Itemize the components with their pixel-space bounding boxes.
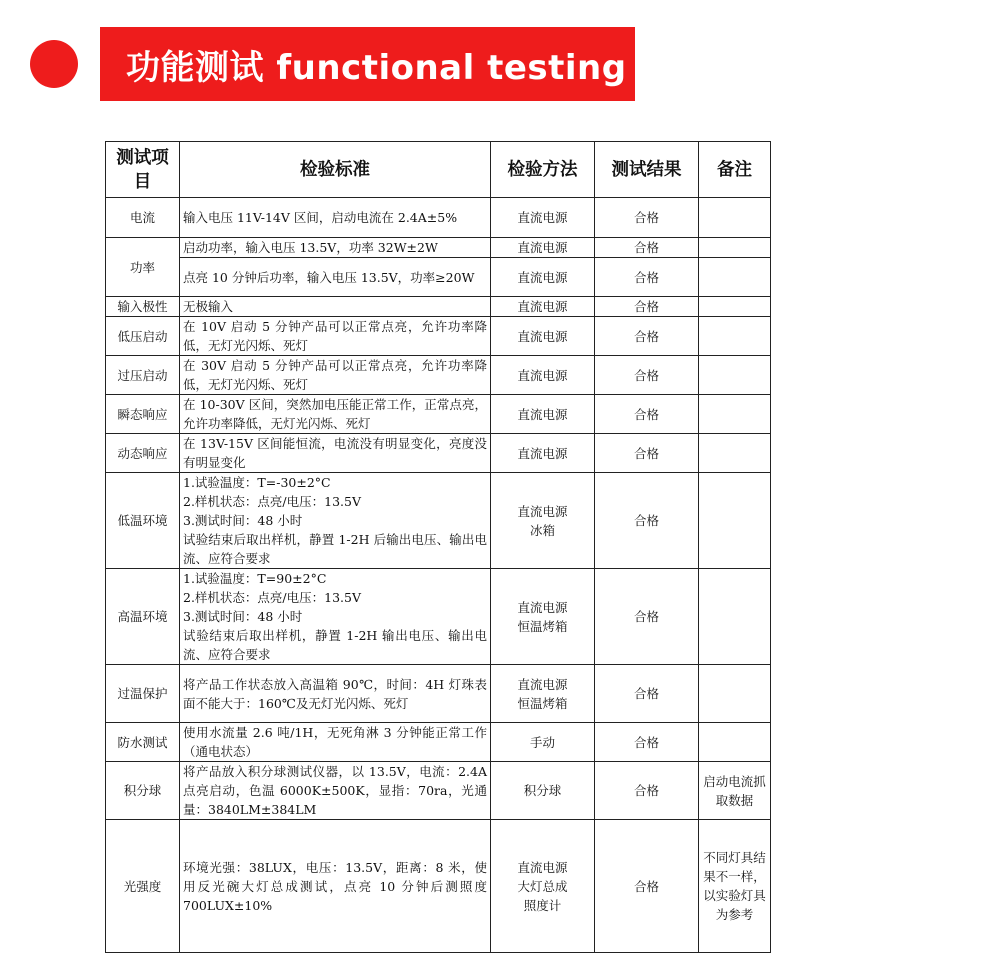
table-header-row (106, 142, 771, 198)
test-item-cell: 光强度 (106, 820, 180, 953)
method-line: 直流电源 (517, 599, 568, 615)
method-cell: 直流电源 (491, 395, 595, 434)
method-line: 直流电源 (517, 676, 568, 692)
note-cell (699, 395, 771, 434)
method-cell: 积分球 (491, 762, 595, 820)
header-method (491, 142, 595, 198)
table-row (106, 665, 771, 723)
standard-cell: 使用水流量 2.6 吨/1H，无死角淋 3 分钟能正常工作（通电状态） (180, 723, 491, 762)
method-cell: 直流电源 (491, 434, 595, 473)
standard-cell: 在 13V-15V 区间能恒流，电流没有明显变化，亮度没有明显变化 (180, 434, 491, 473)
header-note (699, 142, 771, 198)
note-cell (699, 569, 771, 665)
test-item-cell: 瞬态响应 (106, 395, 180, 434)
test-item-cell: 过温保护 (106, 665, 180, 723)
method-cell: 直流电源 (491, 238, 595, 258)
standard-cell: 将产品工作状态放入高温箱 90℃，时间：4H 灯珠表面不能大于：160℃及无灯光闪烁、死灯 (180, 665, 491, 723)
table-row (106, 356, 771, 395)
standard-line: 1.试验温度：T=90±2°C (183, 571, 327, 586)
table-row (106, 762, 771, 820)
standard-line: 1.试验温度：T=-30±2°C (183, 475, 331, 490)
method-cell (491, 665, 595, 723)
note-cell (699, 198, 771, 238)
note-cell (699, 317, 771, 356)
red-bullet-dot (30, 40, 78, 88)
standard-cell: 无极输入 (180, 297, 491, 317)
result-cell: 合格 (595, 297, 699, 317)
note-cell (699, 473, 771, 569)
result-cell: 合格 (595, 665, 699, 723)
standard-line: 3.测试时间：48 小时 (183, 609, 303, 624)
table-row (106, 434, 771, 473)
table-row (106, 820, 771, 953)
standard-cell: 点亮 10 分钟后功率，输入电压 13.5V，功率≥20W (180, 258, 491, 297)
header-result (595, 142, 699, 198)
method-line: 大灯总成 (517, 878, 568, 894)
note-cell (699, 434, 771, 473)
test-item-cell: 防水测试 (106, 723, 180, 762)
table-row (106, 395, 771, 434)
note-cell (699, 723, 771, 762)
method-line: 照度计 (523, 897, 562, 913)
header-note-label: 备注 (717, 159, 752, 180)
note-cell: 不同灯具结果不一样，以实验灯具为参考 (699, 820, 771, 953)
method-cell (491, 473, 595, 569)
standard-line: 试验结束后取出样机，静置 1-2H 后输出电压、输出电流、应符合要求 (183, 532, 487, 566)
method-cell: 直流电源 (491, 297, 595, 317)
standard-cell: 启动功率，输入电压 13.5V，功率 32W±2W (180, 238, 491, 258)
method-line: 恒温烤箱 (517, 695, 568, 711)
table-row (106, 297, 771, 317)
test-item-cell: 功率 (106, 238, 180, 297)
method-cell: 直流电源 (491, 356, 595, 395)
table-row (106, 723, 771, 762)
test-item-cell: 低温环境 (106, 473, 180, 569)
test-item-cell: 积分球 (106, 762, 180, 820)
result-cell: 合格 (595, 723, 699, 762)
note-cell (699, 665, 771, 723)
test-item-cell: 低压启动 (106, 317, 180, 356)
header-result-label: 测试结果 (611, 159, 682, 180)
table-row (106, 198, 771, 238)
method-cell: 直流电源 (491, 317, 595, 356)
standard-line: 3.测试时间：48 小时 (183, 513, 303, 528)
standard-cell: 输入电压 11V-14V 区间，启动电流在 2.4A±5% (180, 198, 491, 238)
note-cell (699, 258, 771, 297)
result-cell: 合格 (595, 238, 699, 258)
table-row (106, 317, 771, 356)
result-cell: 合格 (595, 473, 699, 569)
standard-cell (180, 569, 491, 665)
header-test-item (106, 142, 180, 198)
standard-line: 2.样机状态：点亮/电压：13.5V (183, 494, 361, 509)
standard-cell: 环境光强：38LUX，电压：13.5V，距离：8 米，使用反光碗大灯总成测试，点亮 10 分钟后测照度 700LUX±10% (180, 820, 491, 953)
result-cell: 合格 (595, 198, 699, 238)
method-line: 冰箱 (529, 522, 555, 538)
header-test-item-label: 测试项目 (116, 147, 169, 192)
method-cell: 手动 (491, 723, 595, 762)
table-row (106, 258, 771, 297)
functional-test-table (105, 141, 771, 953)
result-cell: 合格 (595, 820, 699, 953)
test-item-cell: 输入极性 (106, 297, 180, 317)
test-item-cell: 高温环境 (106, 569, 180, 665)
result-cell: 合格 (595, 395, 699, 434)
method-line: 直流电源 (517, 503, 568, 519)
standard-cell: 将产品放入积分球测试仪器，以 13.5V，电流：2.4A 点亮启动，色温 6000K±500K，显指：70ra，光通量：3840LM±384LM (180, 762, 491, 820)
result-cell: 合格 (595, 569, 699, 665)
method-cell (491, 820, 595, 953)
table-row (106, 569, 771, 665)
standard-cell: 在 10V 启动 5 分钟产品可以正常点亮，允许功率降低，无灯光闪烁、死灯 (180, 317, 491, 356)
method-line: 直流电源 (517, 859, 568, 875)
result-cell: 合格 (595, 317, 699, 356)
note-cell: 启动电流抓取数据 (699, 762, 771, 820)
note-cell (699, 356, 771, 395)
method-cell (491, 569, 595, 665)
test-item-cell: 电流 (106, 198, 180, 238)
standard-line: 2.样机状态：点亮/电压：13.5V (183, 590, 361, 605)
table-row (106, 238, 771, 258)
header-method-label: 检验方法 (507, 159, 578, 180)
note-cell (699, 297, 771, 317)
result-cell: 合格 (595, 258, 699, 297)
method-cell: 直流电源 (491, 258, 595, 297)
result-cell: 合格 (595, 356, 699, 395)
result-cell: 合格 (595, 762, 699, 820)
test-item-cell: 动态响应 (106, 434, 180, 473)
page-title: 功能测试 functional testing (126, 47, 627, 88)
header-standard (180, 142, 491, 198)
result-cell: 合格 (595, 434, 699, 473)
standard-cell: 在 30V 启动 5 分钟产品可以正常点亮，允许功率降低，无灯光闪烁、死灯 (180, 356, 491, 395)
standard-line: 试验结束后取出样机，静置 1-2H 输出电压、输出电流、应符合要求 (183, 628, 487, 662)
standard-cell (180, 473, 491, 569)
title-banner (100, 27, 635, 101)
table-row (106, 473, 771, 569)
standard-cell: 在 10-30V 区间，突然加电压能正常工作，正常点亮，允许功率降低，无灯光闪烁、死灯 (180, 395, 491, 434)
method-line: 恒温烤箱 (517, 618, 568, 634)
method-cell: 直流电源 (491, 198, 595, 238)
test-item-cell: 过压启动 (106, 356, 180, 395)
header-standard-label: 检验标准 (300, 159, 370, 180)
note-cell (699, 238, 771, 258)
